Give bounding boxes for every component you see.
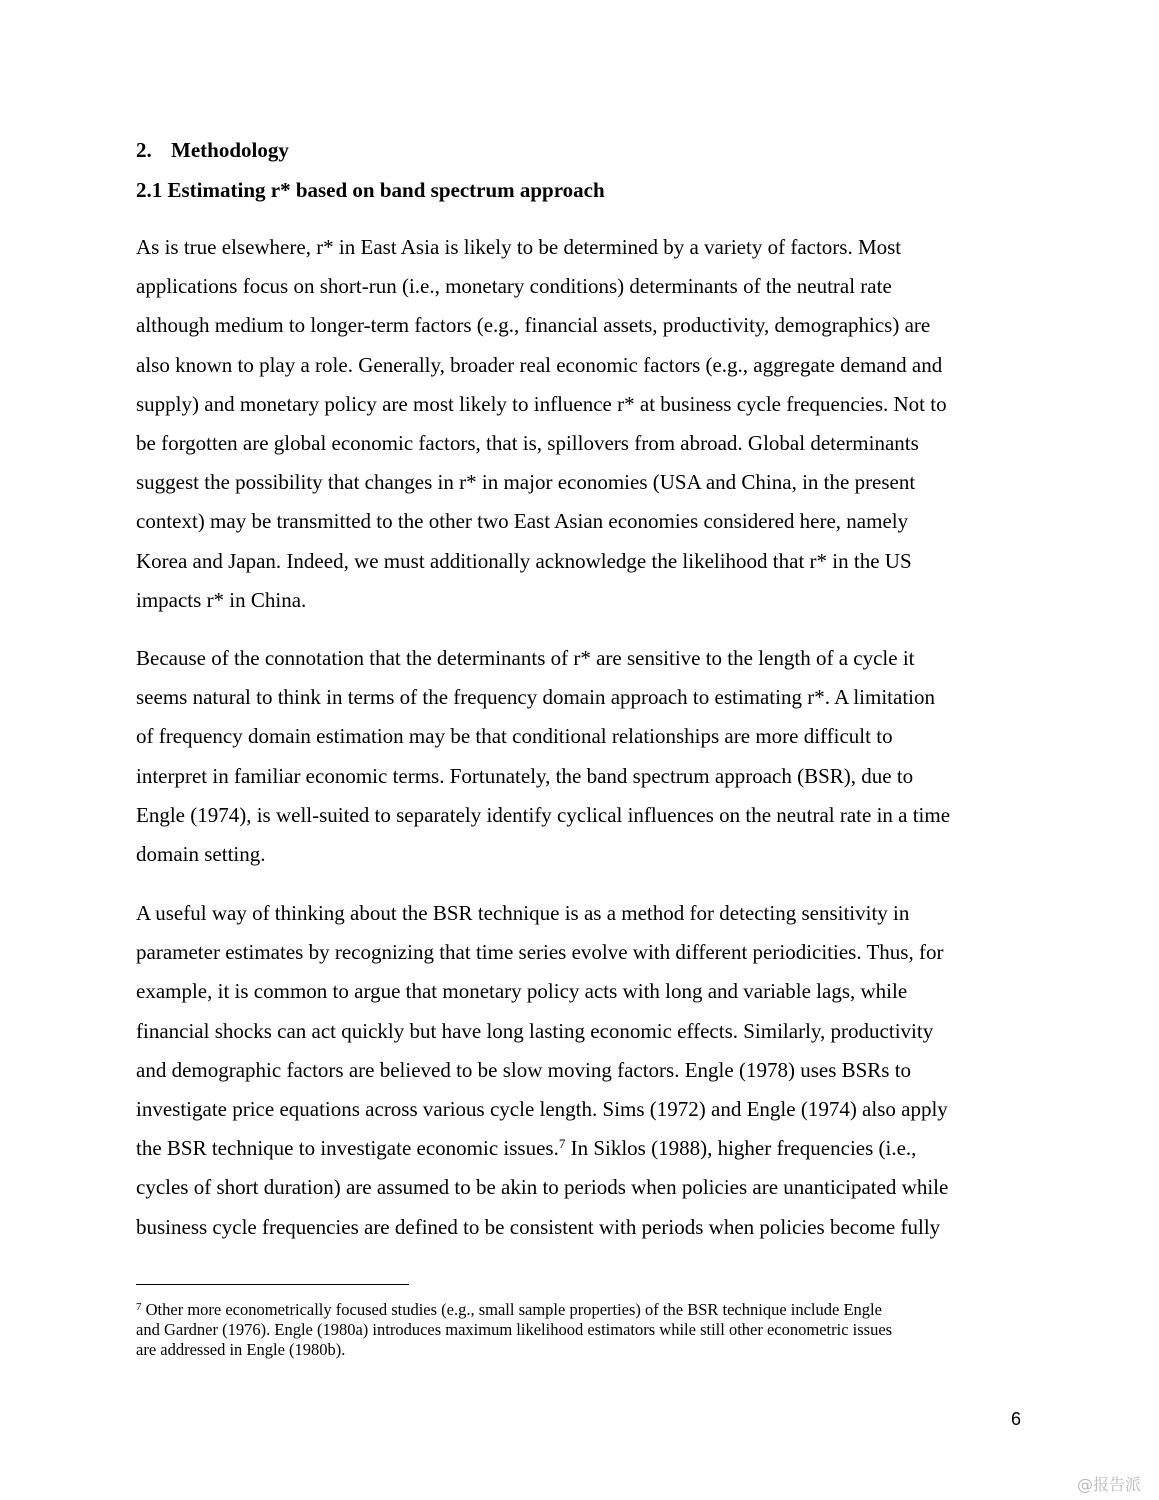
text-line: suggest the possibility that changes in r* in major economies (USA and China, in the present [136, 470, 916, 495]
text-line: also known to play a role. Generally, broader real economic factors (e.g., aggregate demand and [136, 352, 943, 377]
watermark: @报告派 [1077, 1475, 1142, 1494]
text-line: example, it is common to argue that monetary policy acts with long and variable lags, while [136, 979, 908, 1004]
section-heading [136, 138, 289, 162]
text-line: Because of the connotation that the determinants of r* are sensitive to the length of a cycle it [136, 646, 915, 670]
text-line: although medium to longer-term factors (e.g., financial assets, productivity, demographics) are [136, 313, 931, 338]
text-segment: Other more econometrically focused studies (e.g., small sample properties) of the BSR technique include Engle [141, 1300, 882, 1319]
text-line: applications focus on short-run (i.e., monetary conditions) determinants of the neutral rate [136, 274, 892, 299]
text-line: of frequency domain estimation may be that conditional relationships are more difficult to [136, 724, 893, 749]
page-number: 6 [1011, 1409, 1022, 1429]
text-line: context) may be transmitted to the other two East Asian economies considered here, namely [136, 509, 909, 534]
section-title: Methodology [171, 138, 289, 162]
text-segment: the BSR technique to investigate economic issues. [136, 1136, 559, 1161]
text-line: investigate price equations across various cycle length. Sims (1972) and Engle (1974) also apply [136, 1096, 948, 1121]
footnote [136, 1300, 1016, 1360]
footnote-marker: 7 [136, 1301, 142, 1313]
footnote-line [136, 1300, 1016, 1320]
text-line: parameter estimates by recognizing that time series evolve with different periodicities. Thus, for [136, 940, 944, 965]
text-line: and demographic factors are believed to be slow moving factors. Engle (1978) uses BSRs to [136, 1057, 912, 1082]
text-line: seems natural to think in terms of the frequency domain approach to estimating r*. A limitation [136, 685, 935, 710]
text-line: impacts r* in China. [136, 587, 307, 612]
text-line: Korea and Japan. Indeed, we must additionally acknowledge the likelihood that r* in the US [136, 548, 912, 573]
text-line: As is true elsewhere, r* in East Asia is likely to be determined by a variety of factors. Most [136, 235, 902, 259]
text-line: business cycle frequencies are defined to be consistent with periods when policies become fully [136, 1214, 941, 1239]
paragraph-2 [136, 639, 1036, 874]
text-line: A useful way of thinking about the BSR technique is as a method for detecting sensitivity in [136, 901, 910, 925]
text-line: supply) and monetary policy are most likely to influence r* at business cycle frequencies. Not to [136, 391, 947, 416]
section-number: 2. [136, 138, 152, 162]
text-line: domain setting. [136, 841, 266, 866]
text-line: Engle (1974), is well-suited to separately identify cyclical influences on the neutral rate in a time [136, 802, 951, 827]
text-line: cycles of short duration) are assumed to be akin to periods when policies are unanticipated while [136, 1175, 949, 1200]
text-segment: In Siklos (1988), higher frequencies (i.e., [565, 1136, 917, 1161]
footnote-separator [136, 1284, 409, 1285]
text-line [136, 1129, 1036, 1168]
footnote-line: are addressed in Engle (1980b). [136, 1340, 346, 1359]
paragraph-3 [136, 894, 1036, 1247]
subsection-heading: 2.1 Estimating r* based on band spectrum approach [136, 178, 605, 202]
text-line: interpret in familiar economic terms. Fortunately, the band spectrum approach (BSR), due to [136, 763, 914, 788]
paragraph-1 [136, 228, 1036, 620]
text-line: financial shocks can act quickly but have long lasting economic effects. Similarly, productivity [136, 1018, 934, 1043]
text-line: be forgotten are global economic factors, that is, spillovers from abroad. Global determinants [136, 430, 919, 455]
footnote-reference[interactable]: 7 [558, 1136, 566, 1152]
footnote-line: and Gardner (1976). Engle (1980a) introduces maximum likelihood estimators while still other econometric issues [136, 1320, 893, 1339]
